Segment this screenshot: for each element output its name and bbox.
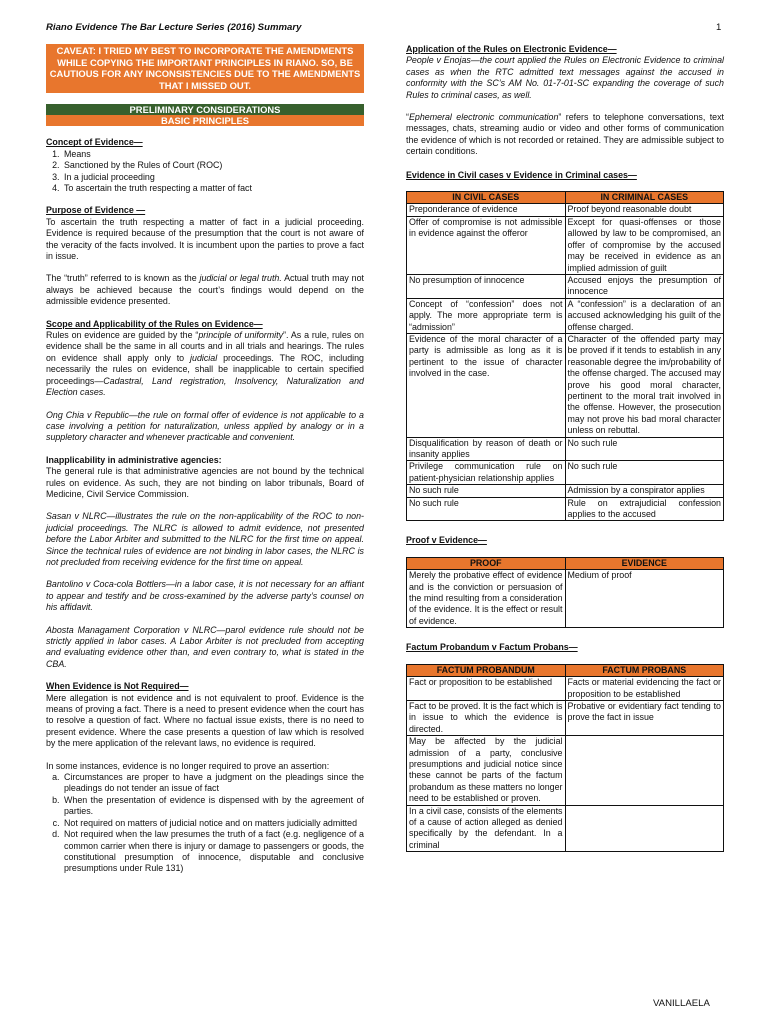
list-item: c. Not required on matters of judicial notice and on matters judicially admitted	[62, 818, 364, 829]
paragraph	[46, 273, 364, 307]
table-cell: No such rule	[565, 437, 724, 461]
not-required-section	[46, 681, 364, 875]
paragraph: In some instances, evidence is no longer required to prove an assertion:	[46, 760, 330, 771]
text: The “truth” referred to is known as the	[46, 273, 200, 284]
table-cell: May be affected by the judicial admission of a party, conclusive presumptions and judicial notice since these cannot be parts of the factum probandum as these matters no longer need to be established or proven.	[407, 736, 566, 805]
emphasis: judicial or legal truth.	[199, 273, 282, 284]
table-cell: Rule on extrajudicial confession applies to the accused	[565, 497, 724, 521]
column-header: FACTUM PROBANS	[565, 664, 724, 676]
concept-heading: Concept of Evidence—	[46, 137, 143, 148]
factum-table	[406, 664, 724, 853]
table-row	[407, 204, 724, 216]
paragraph: To ascertain the truth respecting a matter of fact in a judicial proceeding. Evidence is required because of the presumption that the court is not aware of the veracity of the facts involved. It is incumbent upon the parties to prove a fact in issue.	[46, 216, 364, 262]
civil-criminal-section	[406, 170, 724, 522]
paragraph: The general rule is that administrative agencies are not bound by the technical rules on evidence. As such, they are not binding on labor tribunals, Board of Medicine, Civil Service Commission.	[46, 466, 364, 499]
right-column	[406, 44, 724, 852]
inapplicability-heading: Inapplicability in administrative agencies:	[46, 454, 222, 465]
proof-table	[406, 557, 724, 628]
text: “	[406, 112, 409, 123]
table-cell: Character of the offended party may be proved if it tends to establish in any reasonable degree the im/probability of the offense charged. The accused may prove his good moral character, pertinent to the moral trait involved in the offense. However, the prosecution may not prove his bad moral character unless on rebuttal.	[565, 333, 724, 437]
emphasis: principle of uniformity	[198, 330, 284, 341]
table-cell: Offer of compromise is not admissible in evidence against the offeror	[407, 216, 566, 274]
document-title: Riano Evidence The Bar Lecture Series (2016) Summary	[46, 22, 302, 33]
table-cell: Admission by a conspirator applies	[565, 485, 724, 497]
table-cell: Probative or evidentiary fact tending to prove the fact in issue	[565, 700, 724, 735]
preliminary-considerations-banner: PRELIMINARY CONSIDERATIONS	[46, 104, 364, 115]
table-cell: Preponderance of evidence	[407, 204, 566, 216]
paragraph	[46, 330, 364, 398]
table-cell: Merely the probative effect of evidence and is the conviction or persuasion of the mind resulting from a consideration of the evidence. It is the effect or result of evidence.	[407, 570, 566, 628]
caveat-banner: CAVEAT: I TRIED MY BEST TO INCORPORATE THE AMENDMENTS WHILE COPYING THE IMPORTANT PRINCIPLES IN RIANO. SO, BE CAUTIOUS FOR ANY INCONSISTENCIES DUE TO THE AMENDMENTS THAT I MISSED OUT.	[46, 44, 364, 93]
emphasis: judicial	[190, 352, 218, 363]
table-cell: A “confession” is a declaration of an accused acknowledging his guilt of the offense charged.	[565, 298, 724, 333]
electronic-section	[406, 44, 724, 158]
not-required-heading: When Evidence is Not Required—	[46, 681, 189, 692]
table-row	[407, 437, 724, 461]
emphasis: Ephemeral electronic communication	[408, 112, 559, 123]
text: ”. As a rule, rules on evidence shall be the same in all courts and in all trials and hearings. The rules on evidence shall apply only to	[46, 330, 364, 363]
table-row	[407, 274, 724, 298]
concept-list	[46, 149, 364, 195]
table-row	[407, 497, 724, 521]
table-cell: Concept of “confession” does not apply. The more appropriate term is “admission”	[407, 298, 566, 333]
table-cell	[565, 805, 724, 852]
table-header-row	[407, 557, 724, 569]
purpose-section	[46, 205, 364, 307]
purpose-heading: Purpose of Evidence —	[46, 205, 146, 216]
table-cell: Fact to be proved. It is the fact which is in issue to which the evidence is directed.	[407, 700, 566, 735]
case-note: Ong Chia v Republic—the rule on formal offer of evidence is not applicable to a case involving a petition for naturalization, unless applied by analogy or in a suppletory character and whenever practicable and convenient.	[46, 409, 364, 443]
table-cell: No such rule	[407, 485, 566, 497]
table-row	[407, 700, 724, 735]
page-number: 1	[716, 22, 722, 33]
list-item: 3. In a judicial proceeding	[62, 172, 364, 183]
proof-section	[406, 535, 724, 628]
factum-heading: Factum Probandum v Factum Probans—	[406, 642, 578, 653]
scope-section	[46, 319, 364, 444]
table-row	[407, 216, 724, 274]
table-cell: Disqualification by reason of death or insanity applies	[407, 437, 566, 461]
column-header: IN CRIMINAL CASES	[565, 192, 724, 204]
electronic-heading: Application of the Rules on Electronic Evidence—	[406, 44, 617, 54]
column-header: EVIDENCE	[565, 557, 724, 569]
table-cell: Accused enjoys the presumption of innocence	[565, 274, 724, 298]
table-row	[407, 333, 724, 437]
column-header: FACTUM PROBANDUM	[407, 664, 566, 676]
table-cell: No such rule	[565, 461, 724, 485]
table-cell: Fact or proposition to be established	[407, 677, 566, 701]
concept-section	[46, 137, 364, 194]
paragraph: Mere allegation is not evidence and is not equivalent to proof. Evidence is the means of proving a fact. There is a need to present evidence when the court has to resolve a question of fact. Where no factual issue exists, there is no need to present evidence. Where the case presents a question of law which is resolved by the mere application of the relevant laws, no evidence is required.	[46, 692, 364, 749]
table-cell: Evidence of the moral character of a party is admissible as long as it is pertinent to the issue of character involved in the case.	[407, 333, 566, 437]
table-cell: Except for quasi-offenses or those allowed by law to be compromised, an offer of compromise by the accused may be received in evidence as an implied admission of guilt	[565, 216, 724, 274]
table-cell: No presumption of innocence	[407, 274, 566, 298]
table-cell: No such rule	[407, 497, 566, 521]
text: proceedings. The ROC, including necessarily the rules on evidence, shall be inapplicable to certain specified proceedings—	[46, 352, 364, 386]
column-header: IN CIVIL CASES	[407, 192, 566, 204]
list-item: b. When the presentation of evidence is dispensed with by the agreement of parties.	[62, 795, 364, 818]
civil-criminal-table	[406, 191, 724, 521]
table-cell	[565, 736, 724, 805]
table-cell: Facts or material evidencing the fact or proposition to be established	[565, 677, 724, 701]
table-cell: Proof beyond reasonable doubt	[565, 204, 724, 216]
list-item: 2. Sanctioned by the Rules of Court (ROC)	[62, 160, 364, 171]
table-row	[407, 736, 724, 805]
inapplicability-section	[46, 455, 364, 671]
basic-principles-banner: BASIC PRINCIPLES	[46, 115, 364, 126]
text: ” refers to telephone conversations, text messages, chats, streaming audio or video and other forms of communication the evidence of which is not recorded or retained. They are admissible subject to certain conditions.	[406, 112, 725, 157]
paragraph	[406, 112, 724, 158]
proof-heading: Proof v Evidence—	[406, 535, 487, 546]
scope-heading: Scope and Applicability of the Rules on Evidence—	[46, 318, 263, 329]
text: Rules on evidence are guided by the “	[46, 330, 199, 341]
list-item: 4. To ascertain the truth respecting a matter of fact	[62, 183, 364, 194]
civil-criminal-heading: Evidence in Civil cases v Evidence in Criminal cases—	[406, 169, 637, 180]
text: Actual truth may not always be achieved because the court’s findings would depend on the admissible evidence presented.	[46, 273, 364, 307]
table-cell: In a civil case, consists of the elements of a cause of action alleged as denied specifically by the defendant. In a criminal	[407, 805, 566, 852]
list-item: a. Circumstances are proper to have a judgment on the pleadings since the pleadings do not tender an issue of fact	[62, 772, 364, 795]
table-row	[407, 805, 724, 852]
column-header: PROOF	[407, 557, 566, 569]
list-item: d. Not required when the law presumes the truth of a fact (e.g. negligence of a common carrier when there is injury or damage to passengers or goods, the constitutional presumption of innocence, disputable and conclusive presumptions under Rule 131)	[62, 829, 364, 875]
table-cell: Medium of proof	[565, 570, 724, 628]
not-required-list	[46, 772, 364, 875]
case-note: People v Enojas—the court applied the Rules on Electronic Evidence to criminal cases as when the RTC admitted text messages against the accused in conformity with the SC’s AM No. 01-7-01-SC expanding the coverage of such Rules to criminal cases, as well.	[406, 55, 724, 100]
footer-author: VANILLAELA	[653, 998, 710, 1009]
table-row	[407, 677, 724, 701]
table-cell: Privilege communication rule on patient-physician relationship applies	[407, 461, 566, 485]
left-column	[46, 44, 364, 875]
case-note: Bantolino v Coca-cola Bottlers—in a labor case, it is not necessary for an affiant to appear and testify and be cross-examined by the adverse party’s counsel on his affidavit.	[46, 579, 364, 613]
table-row	[407, 485, 724, 497]
case-note: Abosta Managament Corporation v NLRC—parol evidence rule should not be strictly applied in labor cases. A Labor Arbiter is not precluded from accepting and evaluating evidence other than, and even contrary to, what is stated in the CBA.	[46, 624, 364, 669]
table-row	[407, 570, 724, 628]
table-header-row	[407, 664, 724, 676]
emphasis: Cadastral, Land registration, Insolvency, Naturalization and Election cases.	[46, 375, 364, 398]
table-row	[407, 298, 724, 333]
table-header-row	[407, 192, 724, 204]
table-row	[407, 461, 724, 485]
list-item: 1. Means	[62, 149, 364, 160]
factum-section	[406, 642, 724, 852]
case-note: Sasan v NLRC—illustrates the rule on the non-applicability of the ROC to non-judicial proceedings. The NLRC is allowed to admit evidence, not presented before the Labor Arbiter and submitted to the NLRC for the first time on appeal. Since the technical rules of evidence are not binding in labor cases, the NLRC is not precluded from receiving evidence for the first time on appeal.	[46, 511, 364, 567]
